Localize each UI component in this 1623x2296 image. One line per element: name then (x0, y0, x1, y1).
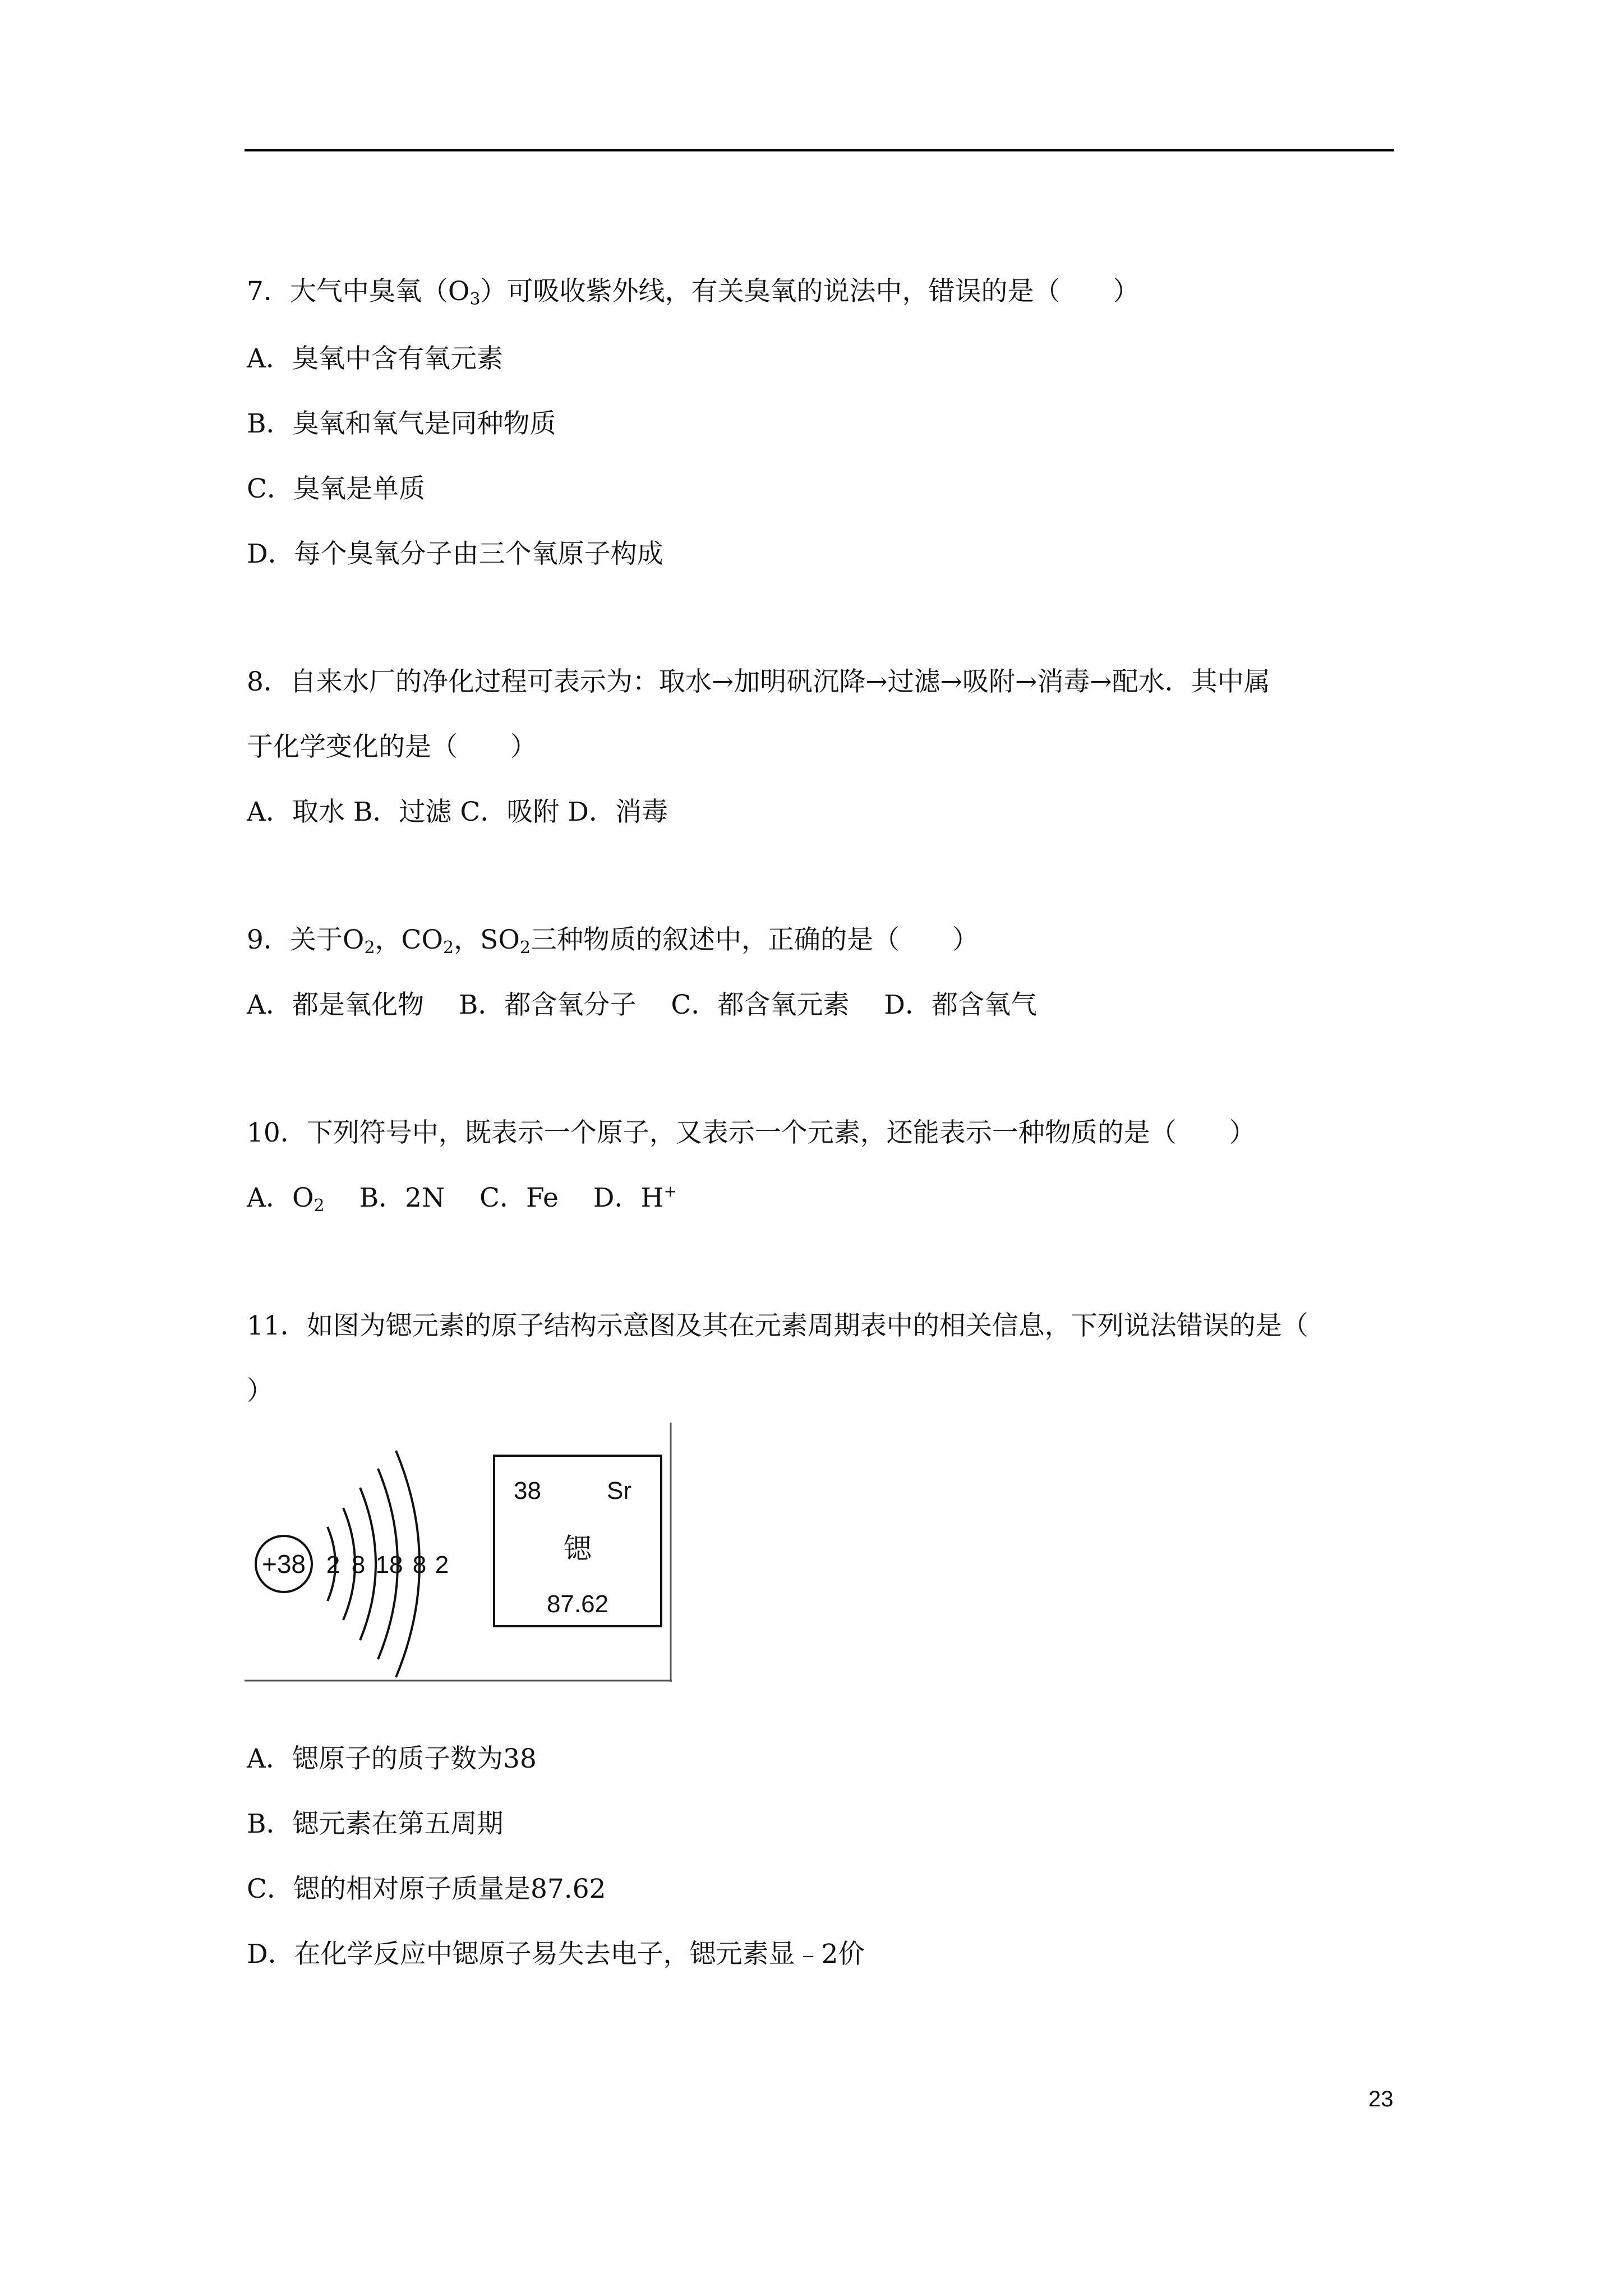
header-rule (245, 149, 1394, 151)
question-8-stem-line-1: 8．自来水厂的净化过程可表示为：取水→加明矾沉降→过滤→吸附→消毒→配水．其中属 (247, 666, 1270, 697)
question-11-option-b: B．锶元素在第五周期 (247, 1809, 504, 1839)
question-11-stem-line-2: ） (247, 1375, 273, 1406)
question-10-stem: 10．下列符号中，既表示一个原子，又表示一个元素，还能表示一种物质的是（ ） (247, 1117, 1256, 1148)
nucleus-label: +38 (261, 1549, 306, 1579)
atomic-number: 38 (514, 1477, 541, 1504)
element-symbol: Sr (607, 1477, 631, 1504)
question-7-option-c: C．臭氧是单质 (247, 473, 425, 504)
question-9-options: A．都是氧化物 B．都含氧分子 C．都含氧元素 D．都含氧气 (247, 990, 1037, 1020)
question-10-options: A．$O_2$ B．2N C．Fe D．H+ (247, 1182, 677, 1216)
question-11-stem-line-1: 11．如图为锶元素的原子结构示意图及其在元素周期表中的相关信息，下列说法错误的是（ (247, 1310, 1308, 1341)
shell-count-4: 8 (412, 1551, 427, 1579)
shell-count-2: 8 (351, 1551, 366, 1579)
question-7-option-a: A．臭氧中含有氧元素 (247, 343, 503, 374)
question-11-option-c: C．锶的相对原子质量是87.62 (247, 1874, 606, 1904)
shell-count-3: 18 (375, 1551, 403, 1579)
element-name: 锶 (564, 1533, 592, 1565)
question-7-option-b: B．臭氧和氧气是同种物质 (247, 408, 556, 439)
question-7-stem: 7．大气中臭氧$(O_3)$可吸收紫外线，有关臭氧的说法中，错误的是（ ） (247, 276, 1140, 309)
strontium-figure (245, 1419, 673, 1683)
question-11-option-a: A．锶原子的质子数为38 (247, 1743, 537, 1774)
question-7-option-d: D．每个臭氧分子由三个氧原子构成 (247, 539, 663, 569)
question-8-options: A．取水 B．过滤 C．吸附 D．消毒 (247, 797, 668, 827)
strontium-figure-svg (245, 1419, 673, 1683)
page-number: 23 (1368, 2087, 1394, 2111)
question-11-option-d: D．在化学反应中锶原子易失去电子，锶元素显﹣2价 (247, 1939, 865, 1970)
atomic-mass: 87.62 (546, 1590, 609, 1618)
shell-count-5: 2 (435, 1551, 449, 1579)
question-9-stem: 9．关于$O_2$，$CO_2$，$SO_2$三种物质的叙述中，正确的是（ ） (247, 924, 979, 958)
shell-count-1: 2 (326, 1551, 340, 1579)
question-8-stem-line-2: 于化学变化的是（ ） (247, 731, 537, 762)
